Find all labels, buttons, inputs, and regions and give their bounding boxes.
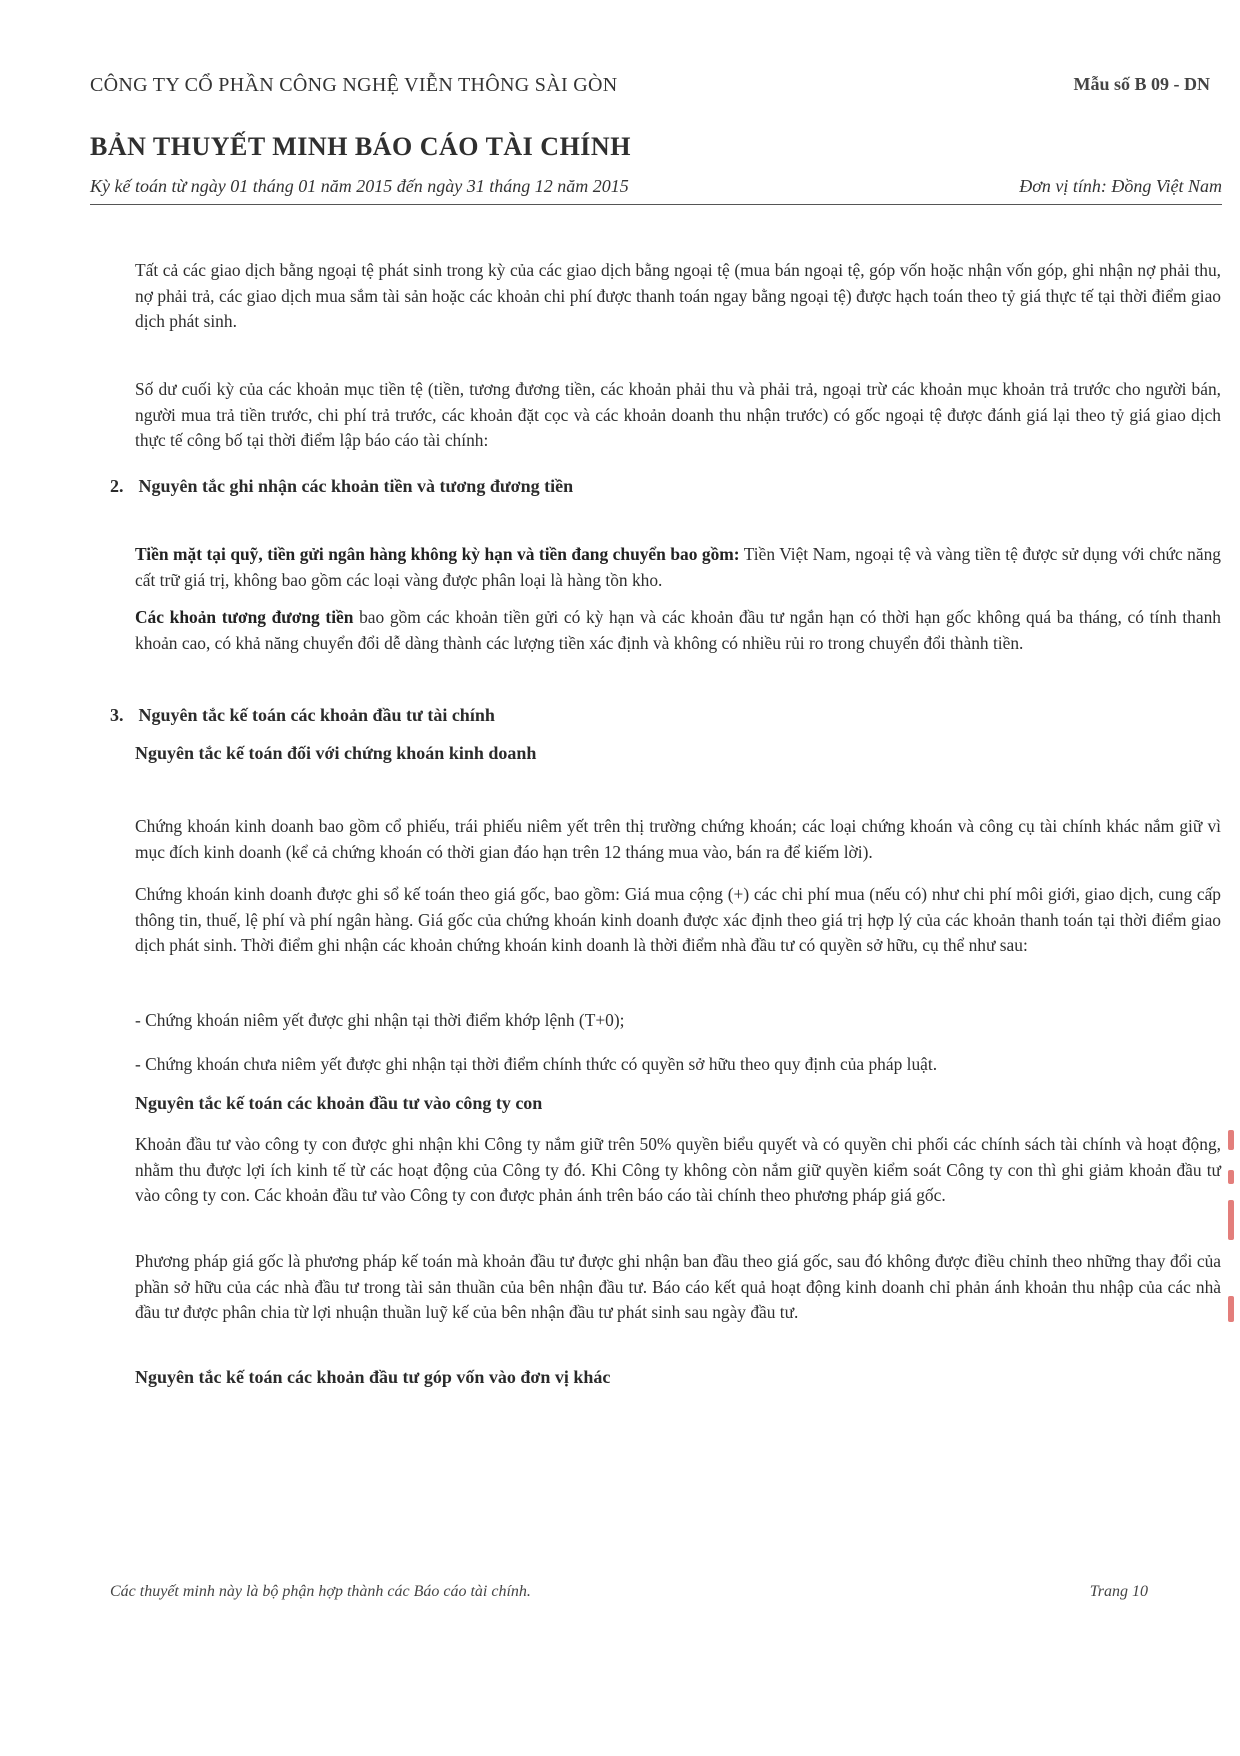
cash-equivalents-term: Các khoản tương đương tiền xyxy=(135,607,354,627)
footer-note: Các thuyết minh này là bộ phận hợp thành các Báo cáo tài chính. xyxy=(110,1583,531,1600)
period-row xyxy=(90,176,1222,200)
page-footer xyxy=(110,1583,1148,1607)
red-stamp-mark xyxy=(1228,1296,1234,1322)
bullet-unlisted-securities: - Chứng khoán chưa niêm yết được ghi nhận tại thời điểm chính thức có quyền sở hữu theo quy định của pháp luật. xyxy=(135,1054,938,1074)
paragraph-cash xyxy=(135,542,1221,593)
currency-unit: Đơn vị tính: Đồng Việt Nam xyxy=(1019,176,1222,196)
paragraph-cash-equivalents xyxy=(135,605,1221,656)
paragraph-subsidiary-investments: Khoản đầu tư vào công ty con được ghi nhận khi Công ty nắm giữ trên 50% quyền biểu quyết và có quyền chi phối các chính sách tài chính và hoạt động, nhằm thu được lợi ích kinh tế từ các hoạt động của Công ty đó. Khi Công ty không còn nắm giữ quyền kiểm soát Công ty con thì ghi giảm khoản đầu tư vào công ty con. Các khoản đầu tư vào Công ty con được phản ánh trên báo cáo tài chính theo phương pháp giá gốc. xyxy=(135,1134,1221,1205)
paragraph-period-end-balances: Số dư cuối kỳ của các khoản mục tiền tệ (tiền, tương đương tiền, các khoản phải thu và phải trả, ngoại trừ các khoản mục khoản trả trước cho người bán, người mua trả tiền trước, chi phí trả trước, các khoản đặt cọc và các khoản doanh thu nhận trước) có gốc ngoại tệ được đánh giá lại theo tỷ giá giao dịch thực tế công bố tại thời điểm lập báo cáo tài chính: xyxy=(135,379,1221,450)
subheading-subsidiaries: Nguyên tắc kế toán các khoản đầu tư vào công ty con xyxy=(135,1093,543,1113)
subheading-other-investments: Nguyên tắc kế toán các khoản đầu tư góp vốn vào đơn vị khác xyxy=(135,1367,611,1387)
red-stamp-mark xyxy=(1228,1200,1234,1240)
cash-definition: Tiền Việt Nam, ngoại tệ và vàng tiền tệ được sử dụng với chức năng cất trữ giá trị, không bao gồm các loại vàng được phân loại là hàng tồn kho. xyxy=(135,544,1221,590)
paragraph-trading-securities-definition: Chứng khoán kinh doanh bao gồm cổ phiếu, trái phiếu niêm yết trên thị trường chứng khoán; các loại chứng khoán và công cụ tài chính khác nắm giữ vì mục đích kinh doanh (kể cả chứng khoán có thời gian đáo hạn trên 12 tháng mua vào, bán ra để kiếm lời). xyxy=(135,816,1221,862)
section-2-number: 2. xyxy=(110,476,124,496)
section-2-heading xyxy=(110,476,573,497)
cash-equivalents-definition: bao gồm các khoản tiền gửi có kỳ hạn và các khoản đầu tư ngắn hạn có thời hạn gốc không quá ba tháng, có tính thanh khoản cao, có khả năng chuyển đổi dễ dàng thành các lượng tiền xác định và không có nhiều rủi ro trong chuyển đổi thành tiền. xyxy=(135,607,1221,653)
header-divider xyxy=(90,204,1222,205)
paragraph-cost-method: Phương pháp giá gốc là phương pháp kế toán mà khoản đầu tư được ghi nhận ban đầu theo giá gốc, sau đó không được điều chỉnh theo những thay đổi của phần sở hữu của các nhà đầu tư trong tài sản thuần của bên nhận đầu tư. Báo cáo kết quả hoạt động kinh doanh chỉ phản ánh khoản thu nhập của các nhà đầu tư được phân chia từ lợi nhuận thuần luỹ kế của bên nhận đầu tư phát sinh sau ngày đầu tư. xyxy=(135,1251,1221,1322)
paragraph-foreign-transactions: Tất cả các giao dịch bằng ngoại tệ phát sinh trong kỳ của các giao dịch bằng ngoại tệ (mua bán ngoại tệ, góp vốn hoặc nhận vốn góp, ghi nhận nợ phải thu, nợ phải trả, các giao dịch mua sắm tài sản hoặc các khoản chi phí được thanh toán ngay bằng ngoại tệ) được hạch toán theo tỷ giá thực tế tại thời điểm giao dịch phát sinh. xyxy=(135,260,1221,331)
document-title: BẢN THUYẾT MINH BÁO CÁO TÀI CHÍNH xyxy=(90,132,631,161)
accounting-period: Kỳ kế toán từ ngày 01 tháng 01 năm 2015 đến ngày 31 tháng 12 năm 2015 xyxy=(90,176,629,196)
section-2-title: Nguyên tắc ghi nhận các khoản tiền và tương đương tiền xyxy=(138,476,574,496)
paragraph-trading-securities-recognition: Chứng khoán kinh doanh được ghi sổ kế toán theo giá gốc, bao gồm: Giá mua cộng (+) các chi phí mua (nếu có) như chi phí môi giới, giao dịch, cung cấp thông tin, thuế, lệ phí và phí ngân hàng. Giá gốc của chứng khoán kinh doanh được xác định theo giá trị hợp lý của các khoản thanh toán tại thời điểm giao dịch phát sinh. Thời điểm ghi nhận các khoản chứng khoán kinh doanh là thời điểm nhà đầu tư có quyền sở hữu, cụ thể như sau: xyxy=(135,884,1221,955)
section-3-title: Nguyên tắc kế toán các khoản đầu tư tài chính xyxy=(138,705,495,725)
subheading-trading-securities: Nguyên tắc kế toán đối với chứng khoán kinh doanh xyxy=(135,743,537,763)
section-3-number: 3. xyxy=(110,705,124,725)
section-3-heading xyxy=(110,705,495,726)
form-code: Mẫu số B 09 - DN xyxy=(1073,74,1210,94)
page-header xyxy=(90,74,1210,102)
cash-term: Tiền mặt tại quỹ, tiền gửi ngân hàng không kỳ hạn và tiền đang chuyển bao gồm: xyxy=(135,544,740,564)
red-stamp-mark xyxy=(1228,1170,1234,1184)
red-stamp-mark xyxy=(1228,1130,1234,1150)
company-name: CÔNG TY CỔ PHẦN CÔNG NGHỆ VIỄN THÔNG SÀI GÒN xyxy=(90,74,618,96)
bullet-listed-securities: - Chứng khoán niêm yết được ghi nhận tại thời điểm khớp lệnh (T+0); xyxy=(135,1010,625,1030)
page-number: Trang 10 xyxy=(1089,1583,1148,1600)
